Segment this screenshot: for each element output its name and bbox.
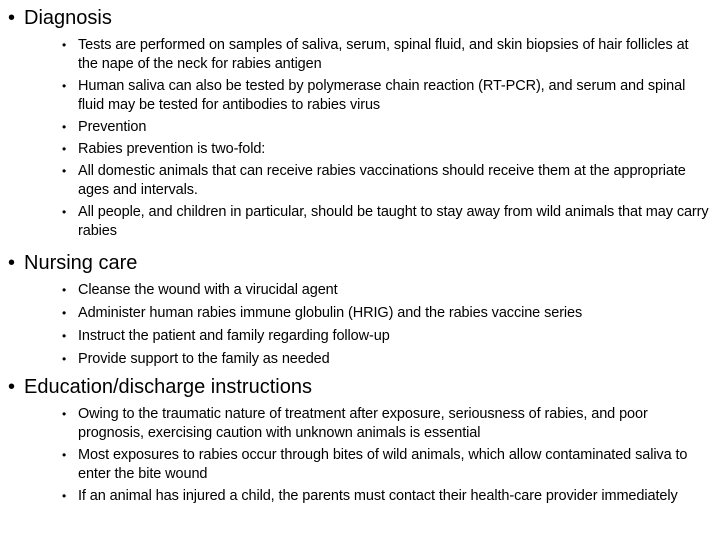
- bullet-icon: •: [8, 7, 16, 29]
- list-item: • Administer human rabies immune globulin (HRIG) and the rabies vaccine series: [62, 305, 583, 321]
- section-education-discharge: [0, 376, 720, 506]
- list-item: • Instruct the patient and family regarding follow-up: [62, 328, 390, 344]
- bullet-icon: •: [62, 120, 67, 134]
- bullet-icon: •: [8, 252, 16, 274]
- bullet-icon: •: [62, 164, 67, 178]
- bullet-icon: •: [62, 352, 67, 366]
- section-diagnosis: [0, 7, 720, 241]
- bullet-icon: •: [62, 38, 67, 52]
- bullet-icon: •: [62, 448, 67, 462]
- list-item: • Cleanse the wound with a virucidal agent: [62, 282, 338, 298]
- bullet-icon: •: [62, 205, 67, 219]
- list-item: • Most exposures to rabies occur through bites of wild animals, which allow contaminated saliva to enter the bite wound: [62, 447, 688, 482]
- list-item: • Tests are performed on samples of saliva, serum, spinal fluid, and skin biopsies of hair follicles at the nape of the neck for rabies antigen: [62, 37, 689, 72]
- bullet-icon: •: [62, 306, 67, 320]
- heading-text: Nursing care: [24, 252, 138, 274]
- bullet-icon: •: [62, 283, 67, 297]
- section-heading: [8, 376, 720, 398]
- bullet-icon: •: [8, 376, 16, 398]
- section-nursing-care: [0, 252, 720, 369]
- bullet-icon: •: [62, 142, 67, 156]
- list-item: • Owing to the traumatic nature of treatment after exposure, seriousness of rabies, and poor prognosis, exercising caution with unknown animals is essential: [62, 406, 648, 441]
- bullet-icon: •: [62, 407, 67, 421]
- bullet-list: [0, 281, 720, 369]
- heading-text: Diagnosis: [24, 7, 112, 29]
- list-item: • Human saliva can also be tested by polymerase chain reaction (RT-PCR), and serum and spinal fluid may be tested for antibodies to rabies virus: [62, 78, 686, 113]
- list-item: • All people, and children in particular, should be taught to stay away from wild animals that may carry rabies: [62, 204, 709, 239]
- bullet-icon: •: [62, 79, 67, 93]
- list-item: • Rabies prevention is two-fold:: [62, 141, 266, 157]
- heading-text: Education/discharge instructions: [24, 376, 312, 398]
- list-item: • Provide support to the family as needed: [62, 351, 330, 367]
- bullet-list: [0, 36, 720, 241]
- bullet-list: [0, 405, 720, 506]
- bullet-icon: •: [62, 489, 67, 503]
- list-item: • If an animal has injured a child, the parents must contact their health-care provider immediately: [62, 488, 678, 504]
- section-heading: [8, 252, 720, 274]
- list-item: • Prevention: [62, 119, 147, 135]
- list-item: • All domestic animals that can receive rabies vaccinations should receive them at the appropriate ages and intervals.: [62, 163, 686, 198]
- bullet-icon: •: [62, 329, 67, 343]
- section-heading: [8, 7, 720, 29]
